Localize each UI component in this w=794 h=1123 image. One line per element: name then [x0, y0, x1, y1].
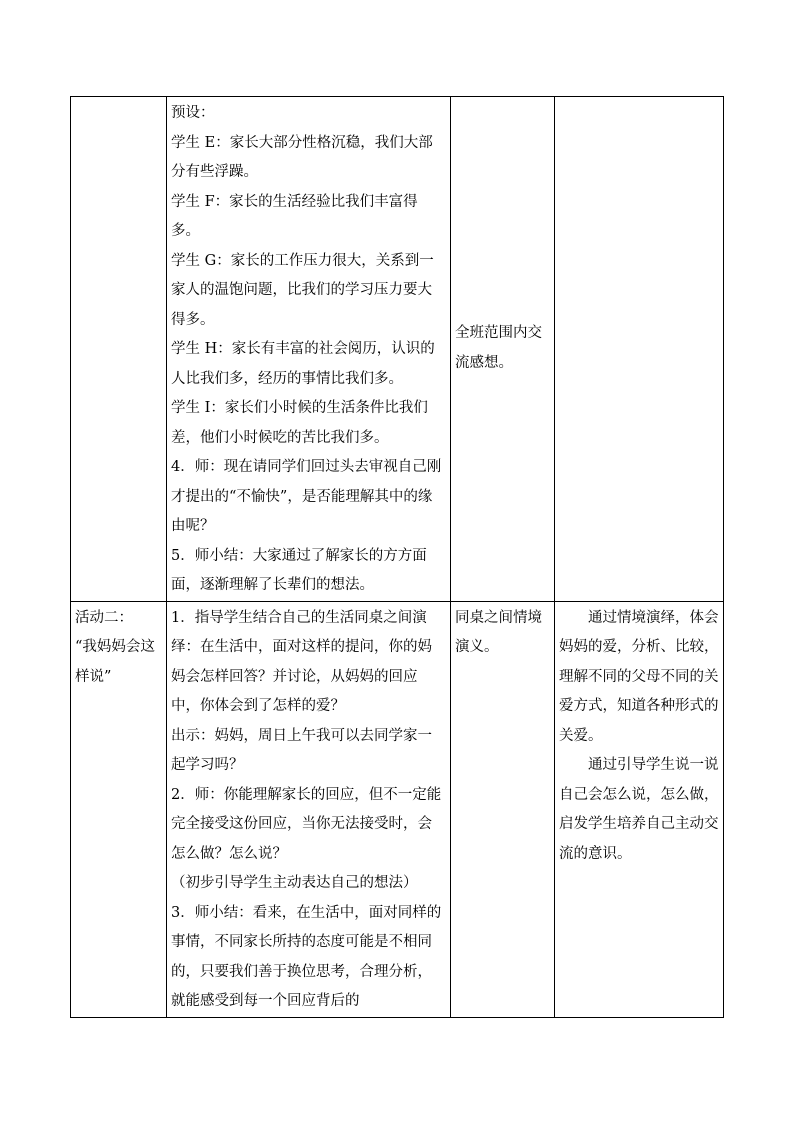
teaching-process-cell [167, 97, 451, 602]
activity-name-cell [71, 97, 167, 602]
lesson-plan-table [70, 96, 724, 1018]
design-intent-cell [555, 97, 724, 602]
activity-name-cell [71, 601, 167, 1017]
process-paragraph: 学生 E：家长大部分性格沉稳，我们大部分有些浮躁。 [171, 134, 433, 180]
intent-paragraph: 通过引导学生说一说自己会怎么说，怎么做，启发学生培养自己主动交流的意识。 [559, 757, 719, 862]
student-activity-text: 全班范围内交流感想。 [455, 325, 542, 371]
process-paragraph: 3．师小结：看来，在生活中，面对同样的事情，不同家长所持的态度可能是不相同的，只要我们善于换位思考，合理分析，就能感受到每一个回应背后的 [171, 904, 442, 1009]
process-paragraph: 1．指导学生结合自己的生活同桌之间演绎：在生活中，面对这样的提问，你的妈妈会怎样回答？并讨论，从妈妈的回应中，你体会到了怎样的爱？ [171, 609, 432, 714]
process-paragraph: 4．师：现在请同学们回过头去审视自己刚才提出的“不愉快”，是否能理解其中的缘由呢？ [171, 459, 442, 534]
design-intent-cell [555, 601, 724, 1017]
process-paragraph: 学生 H：家长有丰富的社会阅历，认识的人比我们多，经历的事情比我们多。 [171, 341, 435, 387]
process-paragraph: 2．师：你能理解家长的回应，但不一定能完全接受这份回应，当你无法接受时，会怎么做？怎么说？ [171, 786, 442, 862]
table-row [71, 97, 724, 602]
process-paragraph: 学生 I：家长们小时候的生活条件比我们差，他们小时候吃的苦比我们多。 [171, 400, 428, 446]
intent-paragraph: 通过情境演绎，体会妈妈的爱，分析、比较，理解不同的父母不同的关爱方式，知道各种形式的关爱。 [559, 609, 719, 744]
process-paragraph: 5．师小结：大家通过了解家长的方方面面，逐渐理解了长辈们的想法。 [171, 547, 427, 593]
activity-title: “我妈妈会这样说” [75, 639, 155, 685]
process-paragraph: 预设： [171, 105, 215, 121]
student-activity-cell [451, 601, 555, 1017]
table-row [71, 601, 724, 1017]
student-activity-text: 同桌之间情境演义。 [455, 609, 542, 655]
teaching-process-cell [167, 601, 451, 1017]
process-paragraph: 出示：妈妈，周日上午我可以去同学家一起学习吗？ [171, 727, 432, 773]
process-paragraph: 学生 F：家长的生活经验比我们丰富得多。 [171, 193, 418, 239]
activity-label: 活动二： [75, 609, 133, 626]
student-activity-cell [451, 97, 555, 602]
process-paragraph: （初步引导学生主动表达自己的想法） [171, 875, 418, 891]
process-paragraph: 学生 G：家长的工作压力很大，关系到一家人的温饱问题，比我们的学习压力要大得多。 [171, 252, 434, 328]
